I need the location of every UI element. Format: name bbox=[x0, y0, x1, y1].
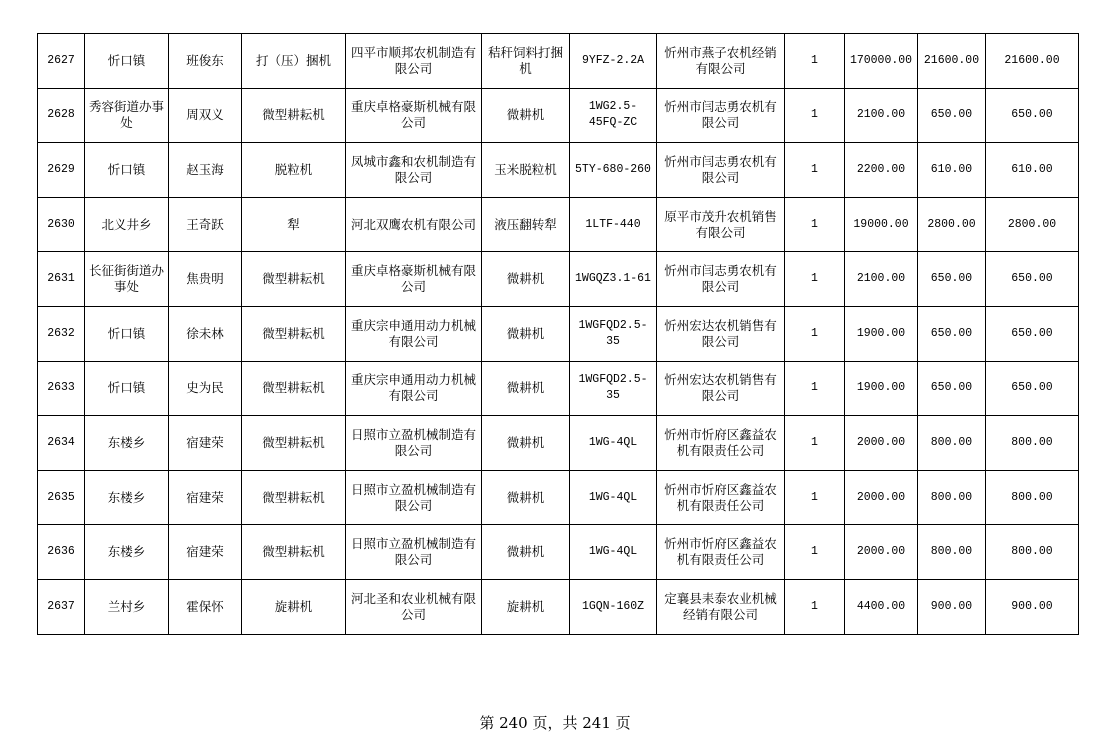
dealer-cell: 原平市茂升农机销售有限公司 bbox=[657, 197, 785, 252]
machine-category-cell: 脱粒机 bbox=[242, 143, 346, 198]
unit-price-cell: 170000.00 bbox=[845, 34, 918, 89]
subsidy-total-cell: 21600.00 bbox=[986, 34, 1079, 89]
model-number-cell: 1LTF-440 bbox=[570, 197, 657, 252]
subsidy-amount-cell: 650.00 bbox=[918, 88, 986, 143]
machine-category-cell: 旋耕机 bbox=[242, 579, 346, 634]
unit-price-cell: 2000.00 bbox=[845, 470, 918, 525]
product-name-cell: 微耕机 bbox=[482, 88, 570, 143]
model-number-cell: 1GQN-160Z bbox=[570, 579, 657, 634]
product-name-cell: 秸秆饲料打捆机 bbox=[482, 34, 570, 89]
dealer-cell: 忻州市忻府区鑫益农机有限责任公司 bbox=[657, 470, 785, 525]
unit-price-cell: 1900.00 bbox=[845, 306, 918, 361]
quantity-cell: 1 bbox=[785, 34, 845, 89]
machine-category-cell: 微型耕耘机 bbox=[242, 416, 346, 471]
subsidy-total-cell: 800.00 bbox=[986, 470, 1079, 525]
product-name-cell: 微耕机 bbox=[482, 252, 570, 307]
manufacturer-cell: 四平市顺邦农机制造有限公司 bbox=[346, 34, 482, 89]
manufacturer-cell: 日照市立盈机械制造有限公司 bbox=[346, 525, 482, 580]
product-name-cell: 微耕机 bbox=[482, 525, 570, 580]
unit-price-cell: 19000.00 bbox=[845, 197, 918, 252]
subsidy-total-cell: 800.00 bbox=[986, 525, 1079, 580]
manufacturer-cell: 日照市立盈机械制造有限公司 bbox=[346, 470, 482, 525]
township-cell: 东楼乡 bbox=[85, 470, 169, 525]
buyer-name-cell: 焦贵明 bbox=[169, 252, 242, 307]
subsidy-total-cell: 650.00 bbox=[986, 252, 1079, 307]
township-cell: 忻口镇 bbox=[85, 34, 169, 89]
dealer-cell: 忻州市闫志勇农机有限公司 bbox=[657, 88, 785, 143]
quantity-cell: 1 bbox=[785, 306, 845, 361]
table-row bbox=[38, 416, 1079, 471]
serial-number-cell: 2627 bbox=[38, 34, 85, 89]
township-cell: 长征街街道办事处 bbox=[85, 252, 169, 307]
subsidy-amount-cell: 21600.00 bbox=[918, 34, 986, 89]
unit-price-cell: 2000.00 bbox=[845, 416, 918, 471]
manufacturer-cell: 河北圣和农业机械有限公司 bbox=[346, 579, 482, 634]
subsidy-amount-cell: 800.00 bbox=[918, 416, 986, 471]
model-number-cell: 1WGQZ3.1-61 bbox=[570, 252, 657, 307]
machine-category-cell: 微型耕耘机 bbox=[242, 88, 346, 143]
dealer-cell: 忻州宏达农机销售有限公司 bbox=[657, 361, 785, 416]
table-row bbox=[38, 306, 1079, 361]
serial-number-cell: 2628 bbox=[38, 88, 85, 143]
quantity-cell: 1 bbox=[785, 143, 845, 198]
dealer-cell: 忻州市燕子农机经销有限公司 bbox=[657, 34, 785, 89]
township-cell: 东楼乡 bbox=[85, 525, 169, 580]
dealer-cell: 忻州市忻府区鑫益农机有限责任公司 bbox=[657, 525, 785, 580]
unit-price-cell: 2000.00 bbox=[845, 525, 918, 580]
subsidy-total-cell: 610.00 bbox=[986, 143, 1079, 198]
subsidy-total-cell: 900.00 bbox=[986, 579, 1079, 634]
subsidy-amount-cell: 900.00 bbox=[918, 579, 986, 634]
manufacturer-cell: 河北双鹰农机有限公司 bbox=[346, 197, 482, 252]
unit-price-cell: 1900.00 bbox=[845, 361, 918, 416]
manufacturer-cell: 日照市立盈机械制造有限公司 bbox=[346, 416, 482, 471]
product-name-cell: 旋耕机 bbox=[482, 579, 570, 634]
product-name-cell: 微耕机 bbox=[482, 470, 570, 525]
buyer-name-cell: 班俊东 bbox=[169, 34, 242, 89]
buyer-name-cell: 周双义 bbox=[169, 88, 242, 143]
buyer-name-cell: 徐未林 bbox=[169, 306, 242, 361]
subsidy-total-cell: 800.00 bbox=[986, 416, 1079, 471]
machine-category-cell: 微型耕耘机 bbox=[242, 252, 346, 307]
quantity-cell: 1 bbox=[785, 361, 845, 416]
table-row bbox=[38, 143, 1079, 198]
product-name-cell: 微耕机 bbox=[482, 416, 570, 471]
township-cell: 东楼乡 bbox=[85, 416, 169, 471]
model-number-cell: 9YFZ-2.2A bbox=[570, 34, 657, 89]
serial-number-cell: 2633 bbox=[38, 361, 85, 416]
buyer-name-cell: 宿建荣 bbox=[169, 525, 242, 580]
serial-number-cell: 2630 bbox=[38, 197, 85, 252]
serial-number-cell: 2632 bbox=[38, 306, 85, 361]
model-number-cell: 1WG-4QL bbox=[570, 525, 657, 580]
table-row bbox=[38, 88, 1079, 143]
model-number-cell: 1WG2.5-45FQ-ZC bbox=[570, 88, 657, 143]
table-body bbox=[38, 34, 1079, 635]
township-cell: 忻口镇 bbox=[85, 143, 169, 198]
dealer-cell: 忻州市忻府区鑫益农机有限责任公司 bbox=[657, 416, 785, 471]
table-row bbox=[38, 252, 1079, 307]
machine-category-cell: 微型耕耘机 bbox=[242, 361, 346, 416]
quantity-cell: 1 bbox=[785, 416, 845, 471]
buyer-name-cell: 霍保怀 bbox=[169, 579, 242, 634]
product-name-cell: 液压翻转犁 bbox=[482, 197, 570, 252]
subsidy-table bbox=[37, 33, 1079, 635]
serial-number-cell: 2635 bbox=[38, 470, 85, 525]
unit-price-cell: 2100.00 bbox=[845, 88, 918, 143]
unit-price-cell: 2200.00 bbox=[845, 143, 918, 198]
buyer-name-cell: 宿建荣 bbox=[169, 470, 242, 525]
table-row bbox=[38, 579, 1079, 634]
machine-category-cell: 微型耕耘机 bbox=[242, 306, 346, 361]
buyer-name-cell: 王奇跃 bbox=[169, 197, 242, 252]
model-number-cell: 5TY-680-260 bbox=[570, 143, 657, 198]
subsidy-amount-cell: 610.00 bbox=[918, 143, 986, 198]
township-cell: 兰村乡 bbox=[85, 579, 169, 634]
dealer-cell: 定襄县耒泰农业机械经销有限公司 bbox=[657, 579, 785, 634]
serial-number-cell: 2629 bbox=[38, 143, 85, 198]
subsidy-total-cell: 650.00 bbox=[986, 306, 1079, 361]
manufacturer-cell: 重庆卓格豪斯机械有限公司 bbox=[346, 252, 482, 307]
unit-price-cell: 2100.00 bbox=[845, 252, 918, 307]
buyer-name-cell: 赵玉海 bbox=[169, 143, 242, 198]
serial-number-cell: 2631 bbox=[38, 252, 85, 307]
quantity-cell: 1 bbox=[785, 88, 845, 143]
quantity-cell: 1 bbox=[785, 579, 845, 634]
buyer-name-cell: 宿建荣 bbox=[169, 416, 242, 471]
dealer-cell: 忻州宏达农机销售有限公司 bbox=[657, 306, 785, 361]
subsidy-amount-cell: 650.00 bbox=[918, 361, 986, 416]
subsidy-amount-cell: 650.00 bbox=[918, 306, 986, 361]
quantity-cell: 1 bbox=[785, 470, 845, 525]
table-row bbox=[38, 361, 1079, 416]
subsidy-total-cell: 650.00 bbox=[986, 88, 1079, 143]
machine-category-cell: 微型耕耘机 bbox=[242, 525, 346, 580]
quantity-cell: 1 bbox=[785, 197, 845, 252]
township-cell: 秀容街道办事处 bbox=[85, 88, 169, 143]
unit-price-cell: 4400.00 bbox=[845, 579, 918, 634]
table-row bbox=[38, 34, 1079, 89]
subsidy-amount-cell: 800.00 bbox=[918, 525, 986, 580]
dealer-cell: 忻州市闫志勇农机有限公司 bbox=[657, 143, 785, 198]
serial-number-cell: 2636 bbox=[38, 525, 85, 580]
township-cell: 忻口镇 bbox=[85, 306, 169, 361]
product-name-cell: 玉米脱粒机 bbox=[482, 143, 570, 198]
township-cell: 北义井乡 bbox=[85, 197, 169, 252]
serial-number-cell: 2637 bbox=[38, 579, 85, 634]
quantity-cell: 1 bbox=[785, 252, 845, 307]
machine-category-cell: 微型耕耘机 bbox=[242, 470, 346, 525]
page-footer: 第 240 页，共 241 页 bbox=[479, 714, 631, 732]
subsidy-total-cell: 650.00 bbox=[986, 361, 1079, 416]
manufacturer-cell: 重庆宗申通用动力机械有限公司 bbox=[346, 306, 482, 361]
table-row bbox=[38, 525, 1079, 580]
model-number-cell: 1WG-4QL bbox=[570, 470, 657, 525]
buyer-name-cell: 史为民 bbox=[169, 361, 242, 416]
model-number-cell: 1WGFQD2.5-35 bbox=[570, 306, 657, 361]
machine-category-cell: 犁 bbox=[242, 197, 346, 252]
table-row bbox=[38, 197, 1079, 252]
subsidy-total-cell: 2800.00 bbox=[986, 197, 1079, 252]
serial-number-cell: 2634 bbox=[38, 416, 85, 471]
manufacturer-cell: 重庆宗申通用动力机械有限公司 bbox=[346, 361, 482, 416]
table-row bbox=[38, 470, 1079, 525]
product-name-cell: 微耕机 bbox=[482, 361, 570, 416]
subsidy-amount-cell: 650.00 bbox=[918, 252, 986, 307]
model-number-cell: 1WG-4QL bbox=[570, 416, 657, 471]
product-name-cell: 微耕机 bbox=[482, 306, 570, 361]
manufacturer-cell: 凤城市鑫和农机制造有限公司 bbox=[346, 143, 482, 198]
township-cell: 忻口镇 bbox=[85, 361, 169, 416]
machine-category-cell: 打（压）捆机 bbox=[242, 34, 346, 89]
dealer-cell: 忻州市闫志勇农机有限公司 bbox=[657, 252, 785, 307]
manufacturer-cell: 重庆卓格豪斯机械有限公司 bbox=[346, 88, 482, 143]
quantity-cell: 1 bbox=[785, 525, 845, 580]
subsidy-amount-cell: 800.00 bbox=[918, 470, 986, 525]
model-number-cell: 1WGFQD2.5-35 bbox=[570, 361, 657, 416]
subsidy-amount-cell: 2800.00 bbox=[918, 197, 986, 252]
